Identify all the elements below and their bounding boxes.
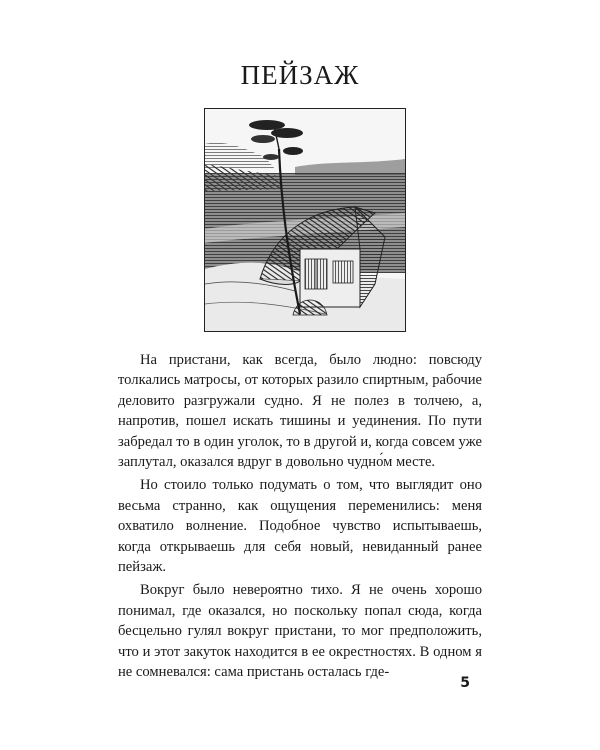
paragraph-3: Вокруг было невероятно тихо. Я не очень хорошо понимал, где оказался, но поскольку попал сюда, когда бесцельно гулял вокруг пристани, то мог предположить, что и этот закуток находится в ее окрестностях. В одном я не сомневался: сама пристань осталась где- bbox=[118, 582, 482, 681]
chapter-title: ПЕЙЗАЖ bbox=[240, 60, 360, 90]
body-text bbox=[118, 350, 482, 683]
landscape-illustration bbox=[204, 108, 406, 332]
landscape-engraving-icon bbox=[205, 109, 405, 331]
paragraph-1: На пристани, как всегда, было людно: повсюду толкались матросы, от которых разило спиртным, рабочие деловито разгружали судно. Я не полез в толчею, а, напротив, пошел искать тишины и уединения. По пути забредал то в один уголок, то в другой и, когда совсем уже заплутал, оказался вдруг в довольно чудно́м месте. bbox=[118, 352, 482, 471]
paragraph-2: Но стоило только подумать о том, что выглядит оно весьма странно, как ощущения переменились: меня охватило волнение. Подобное чувство испытываешь, когда открываешь для себя новый, невиданный ранее пейзаж. bbox=[118, 477, 482, 576]
page-number: 5 bbox=[460, 675, 470, 691]
